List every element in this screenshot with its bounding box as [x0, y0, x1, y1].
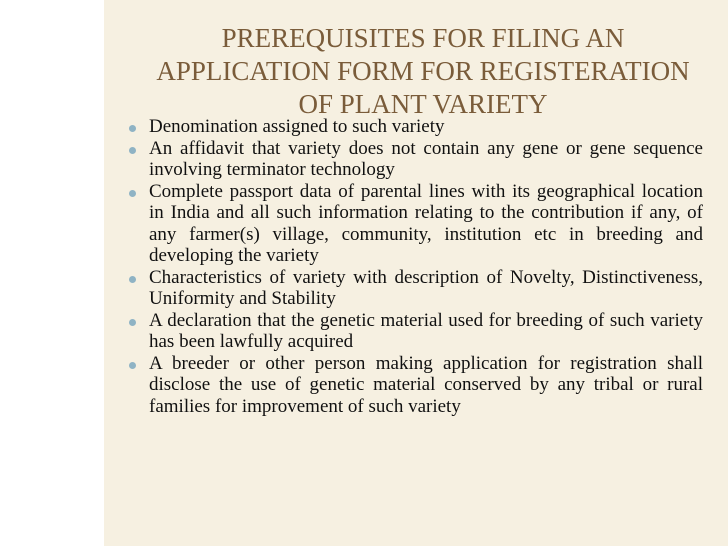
slide-title-line-1: PREREQUISITES FOR FILING AN [221, 23, 625, 53]
bullet-item [128, 353, 703, 418]
bullet-dot-icon [129, 125, 136, 132]
bullet-text: Denomination assigned to such variety [149, 116, 445, 137]
bullet-item [128, 116, 703, 138]
bullet-text: Complete passport data of parental lines with its geographical location in India and all such information relating to the contribution if any, of any farmer(s) village, community, institution etc in breeding and developing the variety [149, 180, 703, 266]
bullet-dot-icon [129, 190, 136, 197]
bullet-text: A breeder or other person making application for registration shall disclose the use of genetic material conserved by any tribal or rural families for improvement of such variety [149, 352, 703, 417]
slide-title [118, 22, 728, 121]
bullet-list [128, 116, 703, 417]
bullet-dot-icon [129, 147, 136, 154]
bullet-dot-icon [129, 276, 136, 283]
bullet-dot-icon [129, 319, 136, 326]
bullet-text: Characteristics of variety with description of Novelty, Distinctiveness, Uniformity and Stability [149, 266, 703, 309]
slide-title-line-3: OF PLANT VARIETY [298, 89, 548, 119]
slide-title-line-2: APPLICATION FORM FOR REGISTERATION [156, 56, 690, 86]
bullet-text: A declaration that the genetic material used for breeding of such variety has been lawfully acquired [149, 309, 703, 352]
bullet-item [128, 310, 703, 353]
bullet-item [128, 267, 703, 310]
bullet-dot-icon [129, 362, 136, 369]
bullet-item [128, 181, 703, 267]
bullet-text: An affidavit that variety does not contain any gene or gene sequence involving terminator technology [149, 137, 703, 180]
bullet-item [128, 138, 703, 181]
